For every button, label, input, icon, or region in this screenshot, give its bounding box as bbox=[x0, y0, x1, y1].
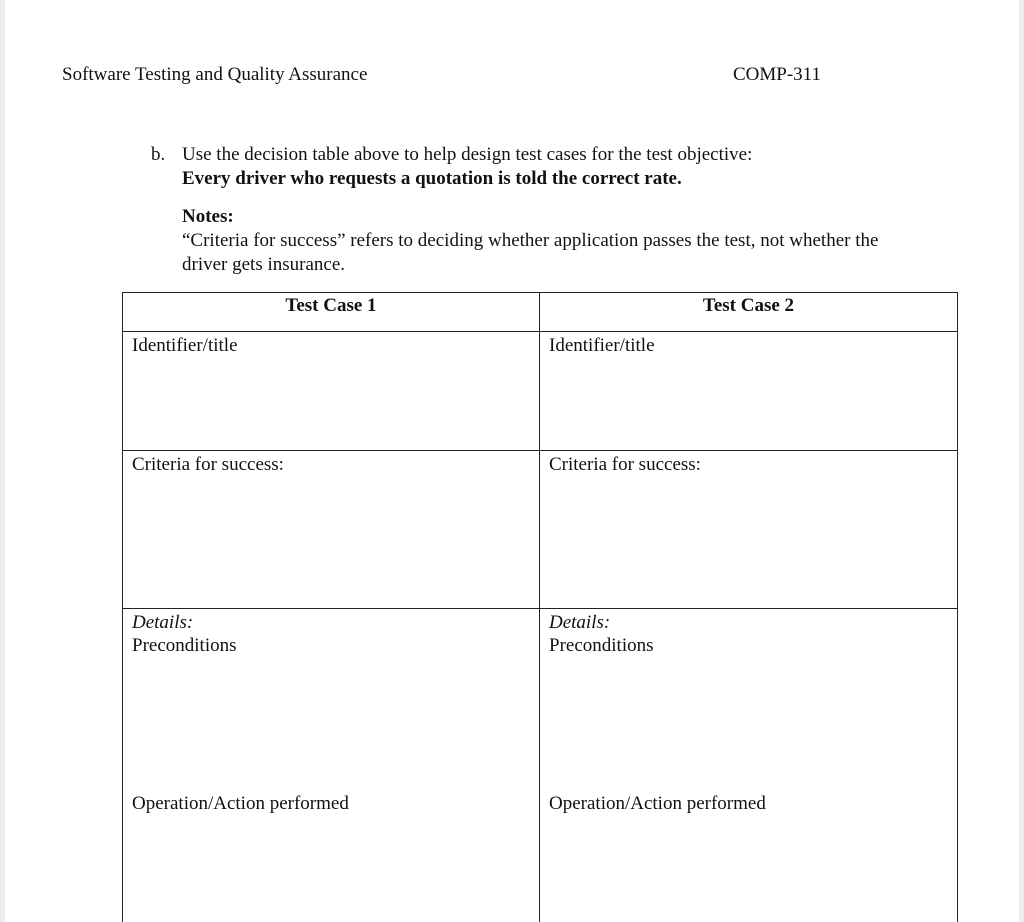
question-text: Use the decision table above to help design test cases for the test objective: bbox=[182, 144, 753, 165]
test-case-1-heading bbox=[123, 293, 540, 332]
details-label: Details: bbox=[549, 612, 611, 633]
details-label: Details: bbox=[132, 612, 194, 633]
table-header-row bbox=[123, 293, 958, 332]
test-case-1-details-cell[interactable] bbox=[123, 609, 540, 922]
course-code: COMP-311 bbox=[733, 64, 821, 85]
test-case-table bbox=[122, 292, 958, 922]
course-title: Software Testing and Quality Assurance bbox=[62, 64, 368, 85]
test-case-2-criteria-cell[interactable] bbox=[540, 451, 958, 609]
criteria-label: Criteria for success: bbox=[132, 454, 284, 475]
test-case-1-identifier-cell[interactable] bbox=[123, 332, 540, 451]
test-case-2-heading bbox=[540, 293, 958, 332]
identifier-label: Identifier/title bbox=[549, 335, 655, 356]
operation-label: Operation/Action performed bbox=[549, 793, 766, 814]
preconditions-label: Preconditions bbox=[132, 635, 237, 656]
right-page-margin bbox=[1019, 0, 1024, 922]
criteria-row bbox=[123, 451, 958, 609]
preconditions-label: Preconditions bbox=[549, 635, 654, 656]
test-case-2-heading-text: Test Case 2 bbox=[702, 295, 795, 316]
notes-text: “Criteria for success” refers to deciding whether application passes the test, not whether the driver gets insurance. bbox=[182, 230, 879, 275]
identifier-label: Identifier/title bbox=[132, 335, 238, 356]
left-page-margin bbox=[0, 0, 5, 922]
operation-label: Operation/Action performed bbox=[132, 793, 349, 814]
identifier-row bbox=[123, 332, 958, 451]
test-case-1-heading-text: Test Case 1 bbox=[285, 295, 377, 316]
test-case-2-identifier-cell[interactable] bbox=[540, 332, 958, 451]
criteria-label: Criteria for success: bbox=[549, 454, 701, 475]
test-objective: Every driver who requests a quotation is told the correct rate. bbox=[182, 168, 682, 189]
test-case-2-details-cell[interactable] bbox=[540, 609, 958, 922]
test-case-1-criteria-cell[interactable] bbox=[123, 451, 540, 609]
notes-heading: Notes: bbox=[182, 206, 234, 227]
details-row bbox=[123, 609, 958, 922]
question-marker: b. bbox=[151, 144, 166, 165]
